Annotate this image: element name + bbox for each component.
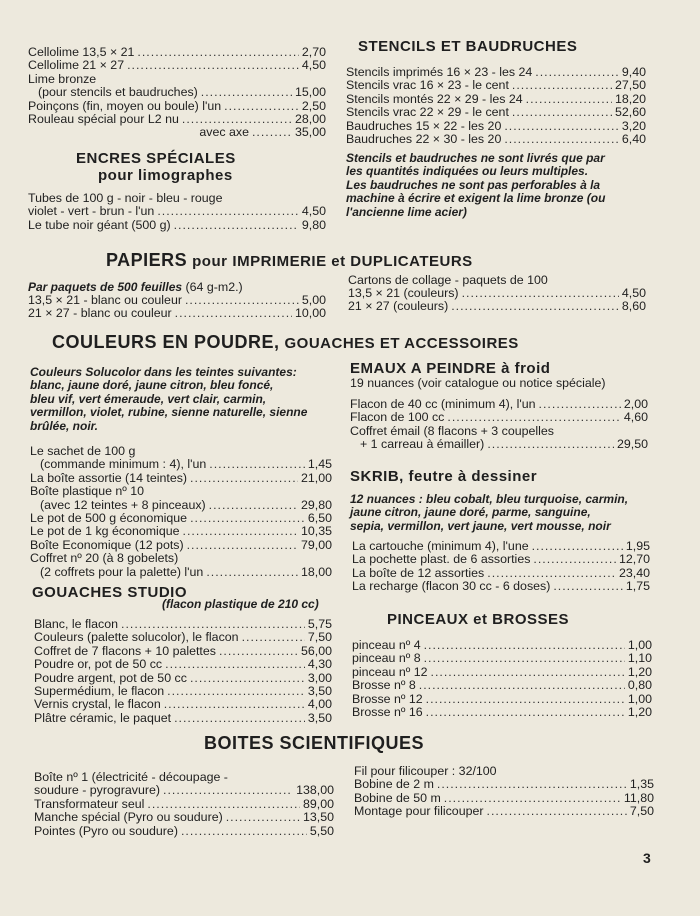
item-price: 5,00 xyxy=(301,293,326,307)
dot-leader xyxy=(190,672,305,685)
price-row xyxy=(28,113,326,126)
dot-leader xyxy=(533,553,616,566)
gouaches-list xyxy=(34,618,332,725)
item-label: Brosse nº 12 xyxy=(352,691,423,706)
dot-leader xyxy=(182,113,292,126)
item-label: Le pot de 1 kg économique xyxy=(30,524,180,539)
item-price: 8,60 xyxy=(621,299,646,314)
dot-leader xyxy=(127,59,299,72)
item-label: Couleurs (palette solucolor), le flacon xyxy=(34,630,239,645)
item-label: Poinçons (fin, moyen ou boule) l'un xyxy=(28,98,222,113)
item-price: 2,70 xyxy=(301,45,326,59)
price-row xyxy=(34,685,332,698)
item-price: 10,35 xyxy=(300,524,332,539)
papiers-left-list xyxy=(28,294,326,321)
note-line: Stencils et baudruches ne sont livrés que par xyxy=(346,151,605,165)
item-label: Bobine de 2 m xyxy=(354,777,434,792)
item-price: 23,40 xyxy=(618,565,650,580)
price-row xyxy=(30,552,332,565)
dot-leader xyxy=(451,300,619,313)
skrib-list xyxy=(352,540,650,594)
dot-leader xyxy=(504,133,619,146)
item-label: 13,5 × 21 - blanc ou couleur xyxy=(28,293,182,307)
dot-leader xyxy=(532,540,623,553)
price-row xyxy=(346,93,646,106)
item-label: Fil pour filicouper : 32/100 xyxy=(354,764,497,778)
note-line: les quantités indiquées ou leurs multiples. xyxy=(346,164,589,179)
item-label: 13,5 × 21 (couleurs) xyxy=(348,286,459,300)
price-row xyxy=(352,666,652,679)
item-label: Vernis crystal, le flacon xyxy=(34,697,161,712)
item-label: (commande minimum : 4), l'un xyxy=(40,457,207,472)
price-row xyxy=(34,712,332,725)
dot-leader xyxy=(190,472,298,485)
item-label: Lime bronze xyxy=(28,71,97,86)
item-label: Stencils vrac 22 × 29 - le cent xyxy=(346,105,509,120)
price-row xyxy=(352,706,652,719)
item-price: 7,50 xyxy=(629,804,654,819)
item-price: 2,50 xyxy=(301,98,326,113)
boites-left-list xyxy=(34,771,334,838)
item-label: pinceau nº 12 xyxy=(352,664,428,679)
price-row xyxy=(354,805,654,818)
item-label: Coffret de 7 flacons + 10 palettes xyxy=(34,643,216,658)
item-price: 6,40 xyxy=(621,132,646,147)
price-row xyxy=(34,798,334,811)
item-price: 9,80 xyxy=(301,217,326,232)
papiers-title-b: pour xyxy=(192,253,228,270)
dot-leader xyxy=(209,499,298,512)
dot-leader xyxy=(447,411,621,424)
price-row xyxy=(34,658,332,671)
price-row xyxy=(352,567,650,580)
item-price: 1,00 xyxy=(627,638,652,652)
note-line: machine à écrire et exigent la lime bronze (ou xyxy=(346,191,606,206)
papiers-right-head: Cartons de collage - paquets de 100 xyxy=(348,273,548,287)
dot-leader xyxy=(424,652,625,665)
item-label: Cellolime 13,5 × 21 xyxy=(28,45,135,59)
item-label: soudure - pyrogravure) xyxy=(34,783,161,798)
item-label: Stencils montés 22 × 29 - les 24 xyxy=(346,91,523,106)
item-price: 4,50 xyxy=(621,286,646,300)
note-line: sepia, vermillon, vert jaune, vert mousse, noir xyxy=(350,518,611,533)
item-label: Brosse nº 16 xyxy=(352,705,423,720)
papiers-title-a: PAPIERS xyxy=(106,250,188,270)
dot-leader xyxy=(183,525,298,538)
papiers-title-c: IMPRIMERIE et DUPLICATEURS xyxy=(232,253,473,270)
dot-leader xyxy=(504,120,619,133)
item-label: Rouleau spécial pour L2 nu xyxy=(28,112,179,127)
item-price: 29,50 xyxy=(616,437,648,452)
price-row xyxy=(28,192,326,205)
price-row xyxy=(34,771,334,784)
item-label: (2 coffrets pour la palette) l'un xyxy=(40,564,204,579)
dot-leader xyxy=(147,798,300,811)
item-price: 4,50 xyxy=(301,204,326,219)
emaux-list xyxy=(350,398,648,452)
item-price: 1,45 xyxy=(307,457,332,472)
item-label: Coffret émail (8 flacons + 3 coupelles xyxy=(350,423,554,438)
price-row xyxy=(354,792,654,805)
dot-leader xyxy=(252,126,292,139)
item-label: Boîte Economique (12 pots) xyxy=(30,537,184,552)
price-row xyxy=(34,784,334,797)
item-price: 1,35 xyxy=(629,777,654,792)
item-price: 4,00 xyxy=(307,697,332,712)
price-row xyxy=(28,46,326,59)
item-price: 3,50 xyxy=(307,710,332,725)
price-row xyxy=(30,539,332,552)
dot-leader xyxy=(201,86,292,99)
item-label: Boîte nº 1 (électricité - découpage - xyxy=(34,770,228,784)
papiers-title xyxy=(106,250,473,271)
item-label: pinceau nº 4 xyxy=(352,638,421,652)
papiers-right-list xyxy=(348,287,646,314)
price-row xyxy=(352,693,652,706)
item-price: 28,00 xyxy=(294,112,326,127)
item-price: 35,00 xyxy=(294,125,326,140)
item-price: 4,60 xyxy=(623,410,648,425)
item-price: 29,80 xyxy=(300,497,332,512)
price-row xyxy=(34,645,332,658)
item-label: Montage pour filicouper xyxy=(354,804,484,819)
dot-leader xyxy=(181,825,307,838)
price-row xyxy=(34,618,332,631)
item-label: La boîte de 12 assorties xyxy=(352,565,485,580)
boites-right-list xyxy=(354,765,654,819)
page-number: 3 xyxy=(643,850,652,866)
item-label: + 1 carreau à émailler) xyxy=(360,437,485,452)
price-row xyxy=(28,100,326,113)
dot-leader xyxy=(164,698,305,711)
dot-leader xyxy=(526,93,612,106)
item-label: Poudre argent, pot de 50 cc xyxy=(34,670,187,685)
couleurs-list xyxy=(30,445,332,579)
item-price: 7,50 xyxy=(307,630,332,645)
price-row xyxy=(346,79,646,92)
price-row xyxy=(346,120,646,133)
dot-leader xyxy=(174,712,305,725)
price-row xyxy=(30,458,332,471)
item-price: 5,50 xyxy=(309,823,334,838)
papiers-note-tail: (64 g-m2.) xyxy=(185,280,243,294)
item-price: 79,00 xyxy=(300,537,332,552)
price-row xyxy=(346,133,646,146)
item-price: 52,60 xyxy=(614,105,646,120)
item-price: 27,50 xyxy=(614,78,646,93)
dot-leader xyxy=(426,693,625,706)
item-price: 3,00 xyxy=(307,670,332,685)
item-label: avec axe xyxy=(199,125,249,140)
note-line: 12 nuances : bleu cobalt, bleu turquoise, carmin, xyxy=(350,492,629,506)
item-label: violet - vert - brun - l'un xyxy=(28,204,155,219)
price-row xyxy=(350,438,648,451)
item-label: La cartouche (minimum 4), l'une xyxy=(352,539,529,553)
dot-leader xyxy=(512,106,612,119)
item-price: 138,00 xyxy=(296,783,334,798)
price-row xyxy=(30,525,332,538)
dot-leader xyxy=(444,792,621,805)
price-row xyxy=(352,553,650,566)
item-price: 18,20 xyxy=(614,91,646,106)
item-price: 4,30 xyxy=(307,657,332,672)
price-row xyxy=(30,512,332,525)
note-line: Les baudruches ne sont pas perforables à la xyxy=(346,177,601,192)
item-price: 11,80 xyxy=(623,790,654,805)
price-row xyxy=(34,811,334,824)
item-price: 3,50 xyxy=(307,684,332,699)
note-line: jaune citron, jaune doré, parme, sanguine, xyxy=(350,505,591,520)
price-row xyxy=(30,445,332,458)
item-price: 13,50 xyxy=(302,810,334,825)
price-row xyxy=(34,672,332,685)
price-row xyxy=(34,825,334,838)
item-label: (pour stencils et baudruches) xyxy=(38,85,198,100)
item-label: Supermédium, le flacon xyxy=(34,684,165,699)
dot-leader xyxy=(226,811,300,824)
item-label: Pointes (Pyro ou soudure) xyxy=(34,823,178,838)
price-row xyxy=(28,307,326,320)
price-row xyxy=(30,566,332,579)
item-label: Flacon de 100 cc xyxy=(350,410,445,425)
item-price: 2,00 xyxy=(623,397,648,411)
item-price: 15,00 xyxy=(294,85,326,100)
item-label: 21 × 27 (couleurs) xyxy=(348,299,449,314)
price-row xyxy=(352,580,650,593)
emaux-sub: 19 nuances (voir catalogue ou notice spéciale) xyxy=(350,376,606,390)
emaux-title: EMAUX A PEINDRE à froid xyxy=(350,360,551,377)
item-price: 56,00 xyxy=(300,643,332,658)
price-row xyxy=(348,287,646,300)
encres-list xyxy=(28,192,326,232)
price-row xyxy=(350,398,648,411)
dot-leader xyxy=(437,778,627,791)
dot-leader xyxy=(487,567,616,580)
price-row xyxy=(346,66,646,79)
price-row xyxy=(352,652,652,665)
dot-leader xyxy=(426,706,625,719)
item-label: Coffret nº 20 (à 8 gobelets) xyxy=(30,551,179,566)
item-price: 21,00 xyxy=(300,470,332,485)
note-line: bleu vif, vert émeraude, vert clair, carmin, xyxy=(30,391,267,406)
item-label: Poudre or, pot de 50 cc xyxy=(34,657,163,672)
item-label: pinceau nº 8 xyxy=(352,651,421,666)
encres-title: ENCRES SPÉCIALES xyxy=(76,150,236,167)
price-row xyxy=(350,425,648,438)
dot-leader xyxy=(535,66,619,79)
price-row xyxy=(30,472,332,485)
stencils-list xyxy=(346,66,646,146)
price-row xyxy=(354,765,654,778)
gouaches-subtitle: (flacon plastique de 210 cc) xyxy=(162,597,319,611)
price-row xyxy=(354,778,654,791)
note-line: brûlée, noir. xyxy=(30,418,99,433)
item-label: Transformateur seul xyxy=(34,796,145,811)
item-label: Tubes de 100 g - noir - bleu - rouge xyxy=(28,191,223,205)
dot-leader xyxy=(163,784,293,797)
dot-leader xyxy=(219,645,298,658)
dot-leader xyxy=(167,685,305,698)
item-price: 0,80 xyxy=(627,678,652,693)
stencils-title: STENCILS ET BAUDRUCHES xyxy=(358,38,578,55)
item-price: 12,70 xyxy=(618,552,650,567)
item-label: La boîte assortie (14 teintes) xyxy=(30,470,188,485)
dot-leader xyxy=(487,805,627,818)
item-label: Cellolime 21 × 27 xyxy=(28,58,125,73)
dot-leader xyxy=(553,580,623,593)
dot-leader xyxy=(137,46,298,59)
item-price: 10,00 xyxy=(294,306,326,321)
dot-leader xyxy=(185,294,299,307)
left-top-list xyxy=(28,46,326,140)
item-label: Plâtre céramic, le paquet xyxy=(34,710,172,725)
price-row xyxy=(28,86,326,99)
price-row xyxy=(30,499,332,512)
dot-leader xyxy=(424,639,625,652)
couleurs-title-b: GOUACHES ET ACCESSOIRES xyxy=(284,335,519,352)
price-row xyxy=(348,300,646,313)
price-row xyxy=(350,411,648,424)
item-price: 1,00 xyxy=(627,691,652,706)
price-row xyxy=(352,540,650,553)
item-label: Boîte plastique nº 10 xyxy=(30,484,145,499)
couleurs-title-a: COULEURS EN POUDRE, xyxy=(52,332,280,352)
price-row xyxy=(28,73,326,86)
price-row xyxy=(34,698,332,711)
price-row xyxy=(28,219,326,232)
dot-leader xyxy=(242,631,305,644)
item-price: 9,40 xyxy=(621,65,646,79)
note-line: blanc, jaune doré, jaune citron, bleu foncé, xyxy=(30,378,274,393)
item-price: 1,20 xyxy=(627,664,652,679)
item-price: 3,20 xyxy=(621,118,646,133)
item-price: 1,95 xyxy=(625,539,650,553)
item-label: Stencils vrac 16 × 23 - le cent xyxy=(346,78,509,93)
dot-leader xyxy=(175,307,292,320)
dot-leader xyxy=(431,666,625,679)
item-label: Flacon de 40 cc (minimum 4), l'un xyxy=(350,397,536,411)
encres-subtitle: pour limographes xyxy=(98,167,233,184)
skrib-title: SKRIB, feutre à dessiner xyxy=(350,468,538,485)
dot-leader xyxy=(121,618,305,631)
papiers-note-italic: Par paquets de 500 feuilles xyxy=(28,280,183,294)
pinceaux-list xyxy=(352,639,652,719)
skrib-note xyxy=(350,493,650,533)
item-label: La pochette plast. de 6 assorties xyxy=(352,552,531,567)
price-row xyxy=(28,59,326,72)
item-label: Blanc, le flacon xyxy=(34,617,119,631)
price-row xyxy=(34,631,332,644)
boites-title: BOITES SCIENTIFIQUES xyxy=(204,733,425,753)
item-price: 1,75 xyxy=(625,579,650,594)
gouaches-title: GOUACHES STUDIO xyxy=(32,584,188,601)
item-price: 4,50 xyxy=(301,58,326,73)
dot-leader xyxy=(174,219,299,232)
item-price: 1,10 xyxy=(627,651,652,666)
item-label: Le pot de 500 g économique xyxy=(30,511,188,526)
item-label: Baudruches 15 × 22 - les 20 xyxy=(346,118,502,133)
item-label: Bobine de 50 m xyxy=(354,790,441,805)
dot-leader xyxy=(157,205,299,218)
item-label: La recharge (flacon 30 cc - 6 doses) xyxy=(352,579,551,594)
price-row xyxy=(28,126,326,139)
price-row xyxy=(28,205,326,218)
item-price: 1,20 xyxy=(627,705,652,720)
dot-leader xyxy=(187,539,298,552)
price-row xyxy=(346,106,646,119)
dot-leader xyxy=(487,438,614,451)
item-price: 6,50 xyxy=(307,511,332,526)
price-row xyxy=(352,679,652,692)
note-line: vermillon, violet, rubine, sienne naturelle, sienne xyxy=(30,405,308,420)
dot-leader xyxy=(462,287,619,300)
stencils-note xyxy=(346,152,656,219)
item-price: 89,00 xyxy=(302,796,334,811)
item-label: 21 × 27 - blanc ou couleur xyxy=(28,306,172,321)
dot-leader xyxy=(209,458,305,471)
pinceaux-title: PINCEAUX et BROSSES xyxy=(387,611,570,628)
dot-leader xyxy=(165,658,305,671)
dot-leader xyxy=(539,398,621,411)
dot-leader xyxy=(419,679,625,692)
item-label: Manche spécial (Pyro ou soudure) xyxy=(34,810,223,825)
dot-leader xyxy=(512,79,612,92)
note-line: l'ancienne lime acier) xyxy=(346,204,467,219)
price-row xyxy=(28,294,326,307)
dot-leader xyxy=(224,100,299,113)
item-label: (avec 12 teintes + 8 pinceaux) xyxy=(40,497,206,512)
item-label: Brosse nº 8 xyxy=(352,678,416,693)
item-label: Le tube noir géant (500 g) xyxy=(28,217,171,232)
dot-leader xyxy=(206,566,298,579)
couleurs-note xyxy=(30,366,330,433)
item-label: Le sachet de 100 g xyxy=(30,444,136,458)
couleurs-title xyxy=(52,332,519,353)
item-label: Stencils imprimés 16 × 23 - les 24 xyxy=(346,65,533,79)
price-row xyxy=(30,485,332,498)
item-label: Baudruches 22 × 30 - les 20 xyxy=(346,132,502,147)
dot-leader xyxy=(190,512,305,525)
item-price: 18,00 xyxy=(300,564,332,579)
price-row xyxy=(352,639,652,652)
note-line: Couleurs Solucolor dans les teintes suivantes: xyxy=(30,365,297,379)
item-price: 5,75 xyxy=(307,617,332,631)
